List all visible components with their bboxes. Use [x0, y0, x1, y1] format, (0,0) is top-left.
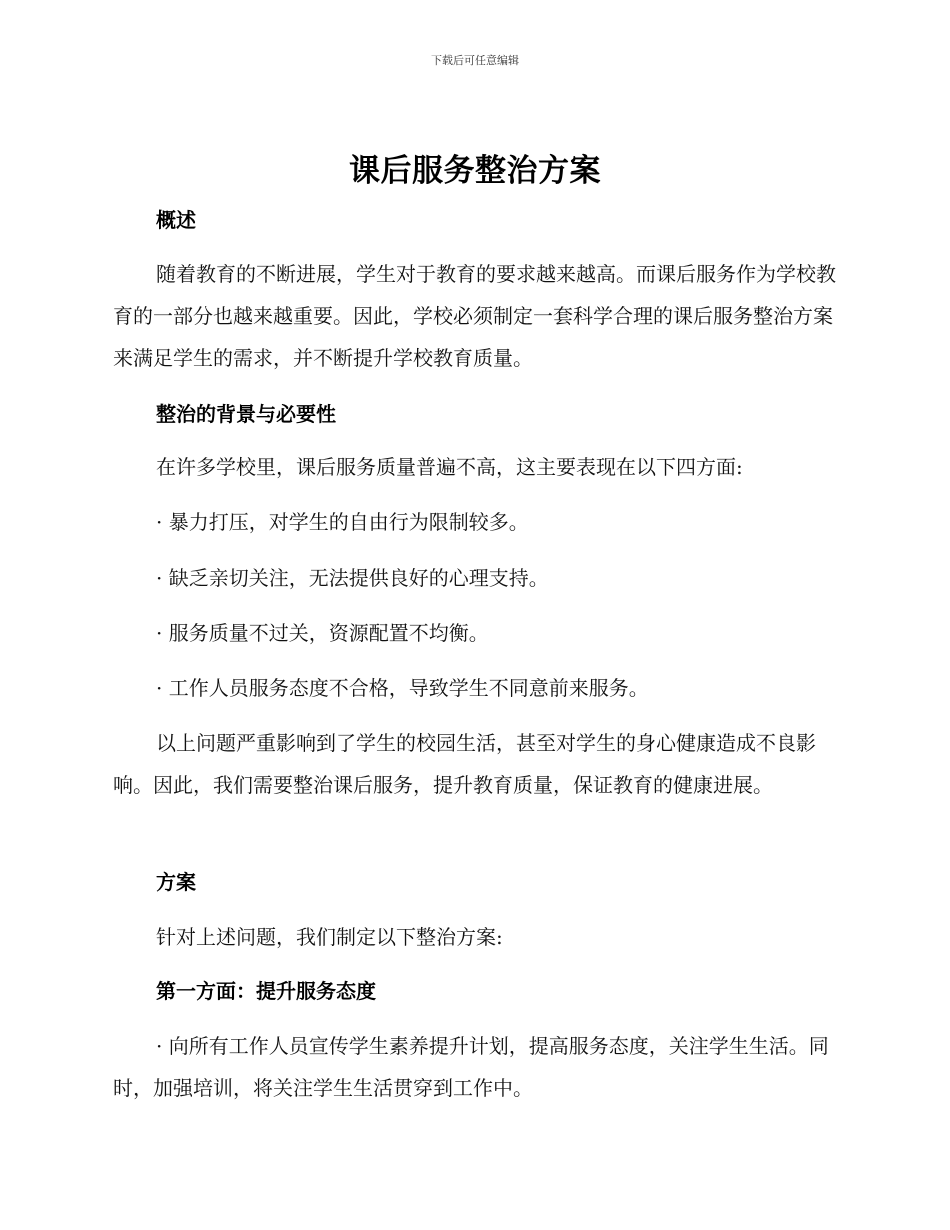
- list-item-problem-2: · 缺乏亲切关注，无法提供良好的心理支持。: [156, 566, 549, 590]
- list-item-problem-3: · 服务质量不过关，资源配置不均衡。: [156, 621, 489, 645]
- list-item-problem-1: · 暴力打压，对学生的自由行为限制较多。: [156, 510, 529, 534]
- paragraph-overview: 随着教育的不断进展，学生对于教育的要求越来越高。而课后服务作为学校教育的一部分也越来越重要。因此，学校必须制定一套科学合理的课后服务整治方案来满足学生的需求，并不断提升学校教育质量。: [113, 262, 836, 370]
- paragraph-impact: 以上问题严重影响到了学生的校园生活，甚至对学生的身心健康造成不良影响。因此，我们需要整治课后服务，提升教育质量，保证教育的健康进展。: [113, 731, 816, 797]
- paragraph-plan-intro: 针对上述问题，我们制定以下整治方案:: [156, 925, 503, 949]
- section-heading-background: 整治的背景与必要性: [156, 402, 336, 426]
- document-title: 课后服务整治方案: [349, 153, 601, 189]
- paragraph-background-intro: 在许多学校里，课后服务质量普遍不高，这主要表现在以下四方面:: [156, 455, 743, 479]
- header-note: 下载后可任意编辑: [431, 54, 519, 67]
- section-heading-overview: 概述: [156, 208, 196, 232]
- paragraph-aspect-1: · 向所有工作人员宣传学生素养提升计划，提高服务态度，关注学生生活。同时，加强培训，将关注学生生活贯穿到工作中。: [113, 1034, 829, 1100]
- list-item-problem-4: · 工作人员服务态度不合格，导致学生不同意前来服务。: [156, 676, 649, 700]
- section-heading-aspect-1: 第一方面：提升服务态度: [156, 979, 376, 1003]
- section-heading-plan: 方案: [156, 870, 196, 894]
